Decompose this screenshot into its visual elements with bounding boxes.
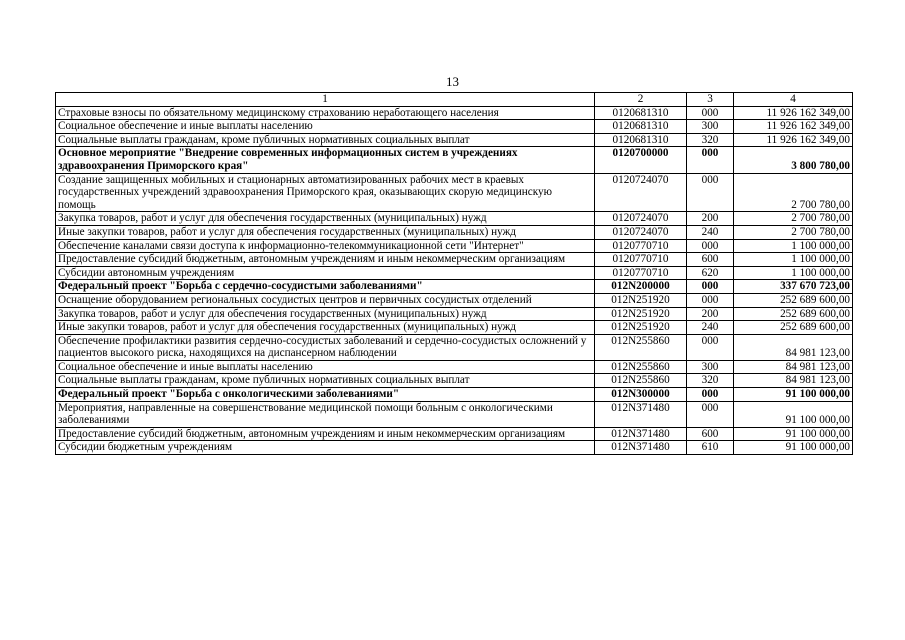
row-name-cell: Предоставление субсидий бюджетным, автономным учреждениям и иным некоммерческим организациям <box>56 253 595 267</box>
row-code-cell: 0120681310 <box>595 106 687 120</box>
row-code-cell: 012N255860 <box>595 374 687 388</box>
row-code-cell: 012N200000 <box>595 280 687 294</box>
row-expense-type-cell: 240 <box>687 321 734 335</box>
row-expense-type-cell: 000 <box>687 106 734 120</box>
row-sum-cell: 84 981 123,00 <box>734 360 853 374</box>
row-name-cell: Федеральный проект "Борьба с сердечно-сосудистыми заболеваниями" <box>56 280 595 294</box>
row-name-cell: Создание защищенных мобильных и стационарных автоматизированных рабочих мест в краевых государственных учреждений здравоохранения Приморского края, оказывающих скорую медицинскую помощь <box>56 173 595 212</box>
row-expense-type-cell: 620 <box>687 266 734 280</box>
row-sum-cell: 84 981 123,00 <box>734 374 853 388</box>
table-row <box>56 401 853 427</box>
row-name-cell: Федеральный проект "Борьба с онкологическими заболеваниями" <box>56 388 595 402</box>
row-code-cell: 012N251920 <box>595 293 687 307</box>
row-name-cell: Закупка товаров, работ и услуг для обеспечения государственных (муниципальных) нужд <box>56 307 595 321</box>
row-expense-type-cell: 600 <box>687 253 734 267</box>
table-row <box>56 133 853 147</box>
row-code-cell: 012N255860 <box>595 334 687 360</box>
row-name-cell: Социальные выплаты гражданам, кроме публичных нормативных социальных выплат <box>56 133 595 147</box>
row-code-cell: 0120724070 <box>595 212 687 226</box>
row-sum-cell: 91 100 000,00 <box>734 441 853 455</box>
row-expense-type-cell: 200 <box>687 212 734 226</box>
row-expense-type-cell: 300 <box>687 360 734 374</box>
row-expense-type-cell: 300 <box>687 120 734 134</box>
row-expense-type-cell: 000 <box>687 173 734 212</box>
row-expense-type-cell: 000 <box>687 388 734 402</box>
row-expense-type-cell: 320 <box>687 133 734 147</box>
row-sum-cell: 2 700 780,00 <box>734 225 853 239</box>
row-sum-cell: 252 689 600,00 <box>734 293 853 307</box>
row-name-cell: Предоставление субсидий бюджетным, автономным учреждениям и иным некоммерческим организациям <box>56 427 595 441</box>
row-name-cell: Страховые взносы по обязательному медицинскому страхованию неработающего населения <box>56 106 595 120</box>
row-code-cell: 0120681310 <box>595 120 687 134</box>
row-code-cell: 0120681310 <box>595 133 687 147</box>
row-name-cell: Обеспечение каналами связи доступа к информационно-телекоммуникационной сети "Интернет" <box>56 239 595 253</box>
table-row <box>56 427 853 441</box>
row-sum-cell: 91 100 000,00 <box>734 401 853 427</box>
row-sum-cell: 91 100 000,00 <box>734 388 853 402</box>
row-sum-cell: 1 100 000,00 <box>734 266 853 280</box>
row-code-cell: 012N251920 <box>595 307 687 321</box>
row-expense-type-cell: 320 <box>687 374 734 388</box>
row-sum-cell: 84 981 123,00 <box>734 334 853 360</box>
row-code-cell: 012N300000 <box>595 388 687 402</box>
table-row <box>56 334 853 360</box>
header-col-2: 2 <box>595 93 687 107</box>
row-expense-type-cell: 000 <box>687 239 734 253</box>
row-expense-type-cell: 610 <box>687 441 734 455</box>
row-sum-cell: 1 100 000,00 <box>734 239 853 253</box>
row-name-cell: Иные закупки товаров, работ и услуг для обеспечения государственных (муниципальных) нужд <box>56 225 595 239</box>
row-expense-type-cell: 000 <box>687 280 734 294</box>
table-row <box>56 293 853 307</box>
row-sum-cell: 337 670 723,00 <box>734 280 853 294</box>
row-code-cell: 0120724070 <box>595 173 687 212</box>
table-row <box>56 441 853 455</box>
table-row <box>56 106 853 120</box>
row-sum-cell: 2 700 780,00 <box>734 173 853 212</box>
table-body <box>56 93 853 455</box>
row-code-cell: 0120770710 <box>595 253 687 267</box>
row-name-cell: Субсидии бюджетным учреждениям <box>56 441 595 455</box>
row-sum-cell: 91 100 000,00 <box>734 427 853 441</box>
row-code-cell: 012N255860 <box>595 360 687 374</box>
table-row <box>56 360 853 374</box>
row-name-cell: Социальные выплаты гражданам, кроме публичных нормативных социальных выплат <box>56 374 595 388</box>
row-name-cell: Оснащение оборудованием региональных сосудистых центров и первичных сосудистых отделений <box>56 293 595 307</box>
table-row <box>56 388 853 402</box>
table-row <box>56 321 853 335</box>
row-code-cell: 0120770710 <box>595 239 687 253</box>
row-code-cell: 012N371480 <box>595 427 687 441</box>
row-name-cell: Иные закупки товаров, работ и услуг для обеспечения государственных (муниципальных) нужд <box>56 321 595 335</box>
row-code-cell: 012N371480 <box>595 401 687 427</box>
row-expense-type-cell: 000 <box>687 293 734 307</box>
table-row <box>56 307 853 321</box>
table-row <box>56 266 853 280</box>
row-code-cell: 012N251920 <box>595 321 687 335</box>
table-row <box>56 253 853 267</box>
row-expense-type-cell: 000 <box>687 401 734 427</box>
row-name-cell: Социальное обеспечение и иные выплаты населению <box>56 120 595 134</box>
table-header-row <box>56 93 853 107</box>
row-sum-cell: 11 926 162 349,00 <box>734 133 853 147</box>
row-name-cell: Социальное обеспечение и иные выплаты населению <box>56 360 595 374</box>
row-name-cell: Обеспечение профилактики развития сердечно-сосудистых заболеваний и сердечно-сосудистых осложнений у пациентов высокого риска, находящихся на диспансерном наблюдении <box>56 334 595 360</box>
table-row <box>56 374 853 388</box>
row-name-cell: Субсидии автономным учреждениям <box>56 266 595 280</box>
table-row <box>56 147 853 173</box>
row-sum-cell: 11 926 162 349,00 <box>734 120 853 134</box>
row-code-cell: 0120700000 <box>595 147 687 173</box>
row-sum-cell: 252 689 600,00 <box>734 307 853 321</box>
row-code-cell: 0120724070 <box>595 225 687 239</box>
row-sum-cell: 1 100 000,00 <box>734 253 853 267</box>
table-row <box>56 239 853 253</box>
budget-table <box>55 92 853 455</box>
row-expense-type-cell: 000 <box>687 147 734 173</box>
row-sum-cell: 3 800 780,00 <box>734 147 853 173</box>
row-name-cell: Мероприятия, направленные на совершенствование медицинской помощи больным с онкологическими заболеваниями <box>56 401 595 427</box>
row-name-cell: Основное мероприятие "Внедрение современных информационных систем в учреждениях здравоохранения Приморского края" <box>56 147 595 173</box>
row-sum-cell: 252 689 600,00 <box>734 321 853 335</box>
row-expense-type-cell: 600 <box>687 427 734 441</box>
row-expense-type-cell: 000 <box>687 334 734 360</box>
row-name-cell: Закупка товаров, работ и услуг для обеспечения государственных (муниципальных) нужд <box>56 212 595 226</box>
row-code-cell: 0120770710 <box>595 266 687 280</box>
row-sum-cell: 11 926 162 349,00 <box>734 106 853 120</box>
header-col-3: 3 <box>687 93 734 107</box>
table-row <box>56 173 853 212</box>
table-row <box>56 280 853 294</box>
row-code-cell: 012N371480 <box>595 441 687 455</box>
row-expense-type-cell: 240 <box>687 225 734 239</box>
row-expense-type-cell: 200 <box>687 307 734 321</box>
table-row <box>56 120 853 134</box>
header-col-1: 1 <box>56 93 595 107</box>
table-row <box>56 212 853 226</box>
page-number: 13 <box>446 74 459 89</box>
table-row <box>56 225 853 239</box>
row-sum-cell: 2 700 780,00 <box>734 212 853 226</box>
header-col-4: 4 <box>734 93 853 107</box>
